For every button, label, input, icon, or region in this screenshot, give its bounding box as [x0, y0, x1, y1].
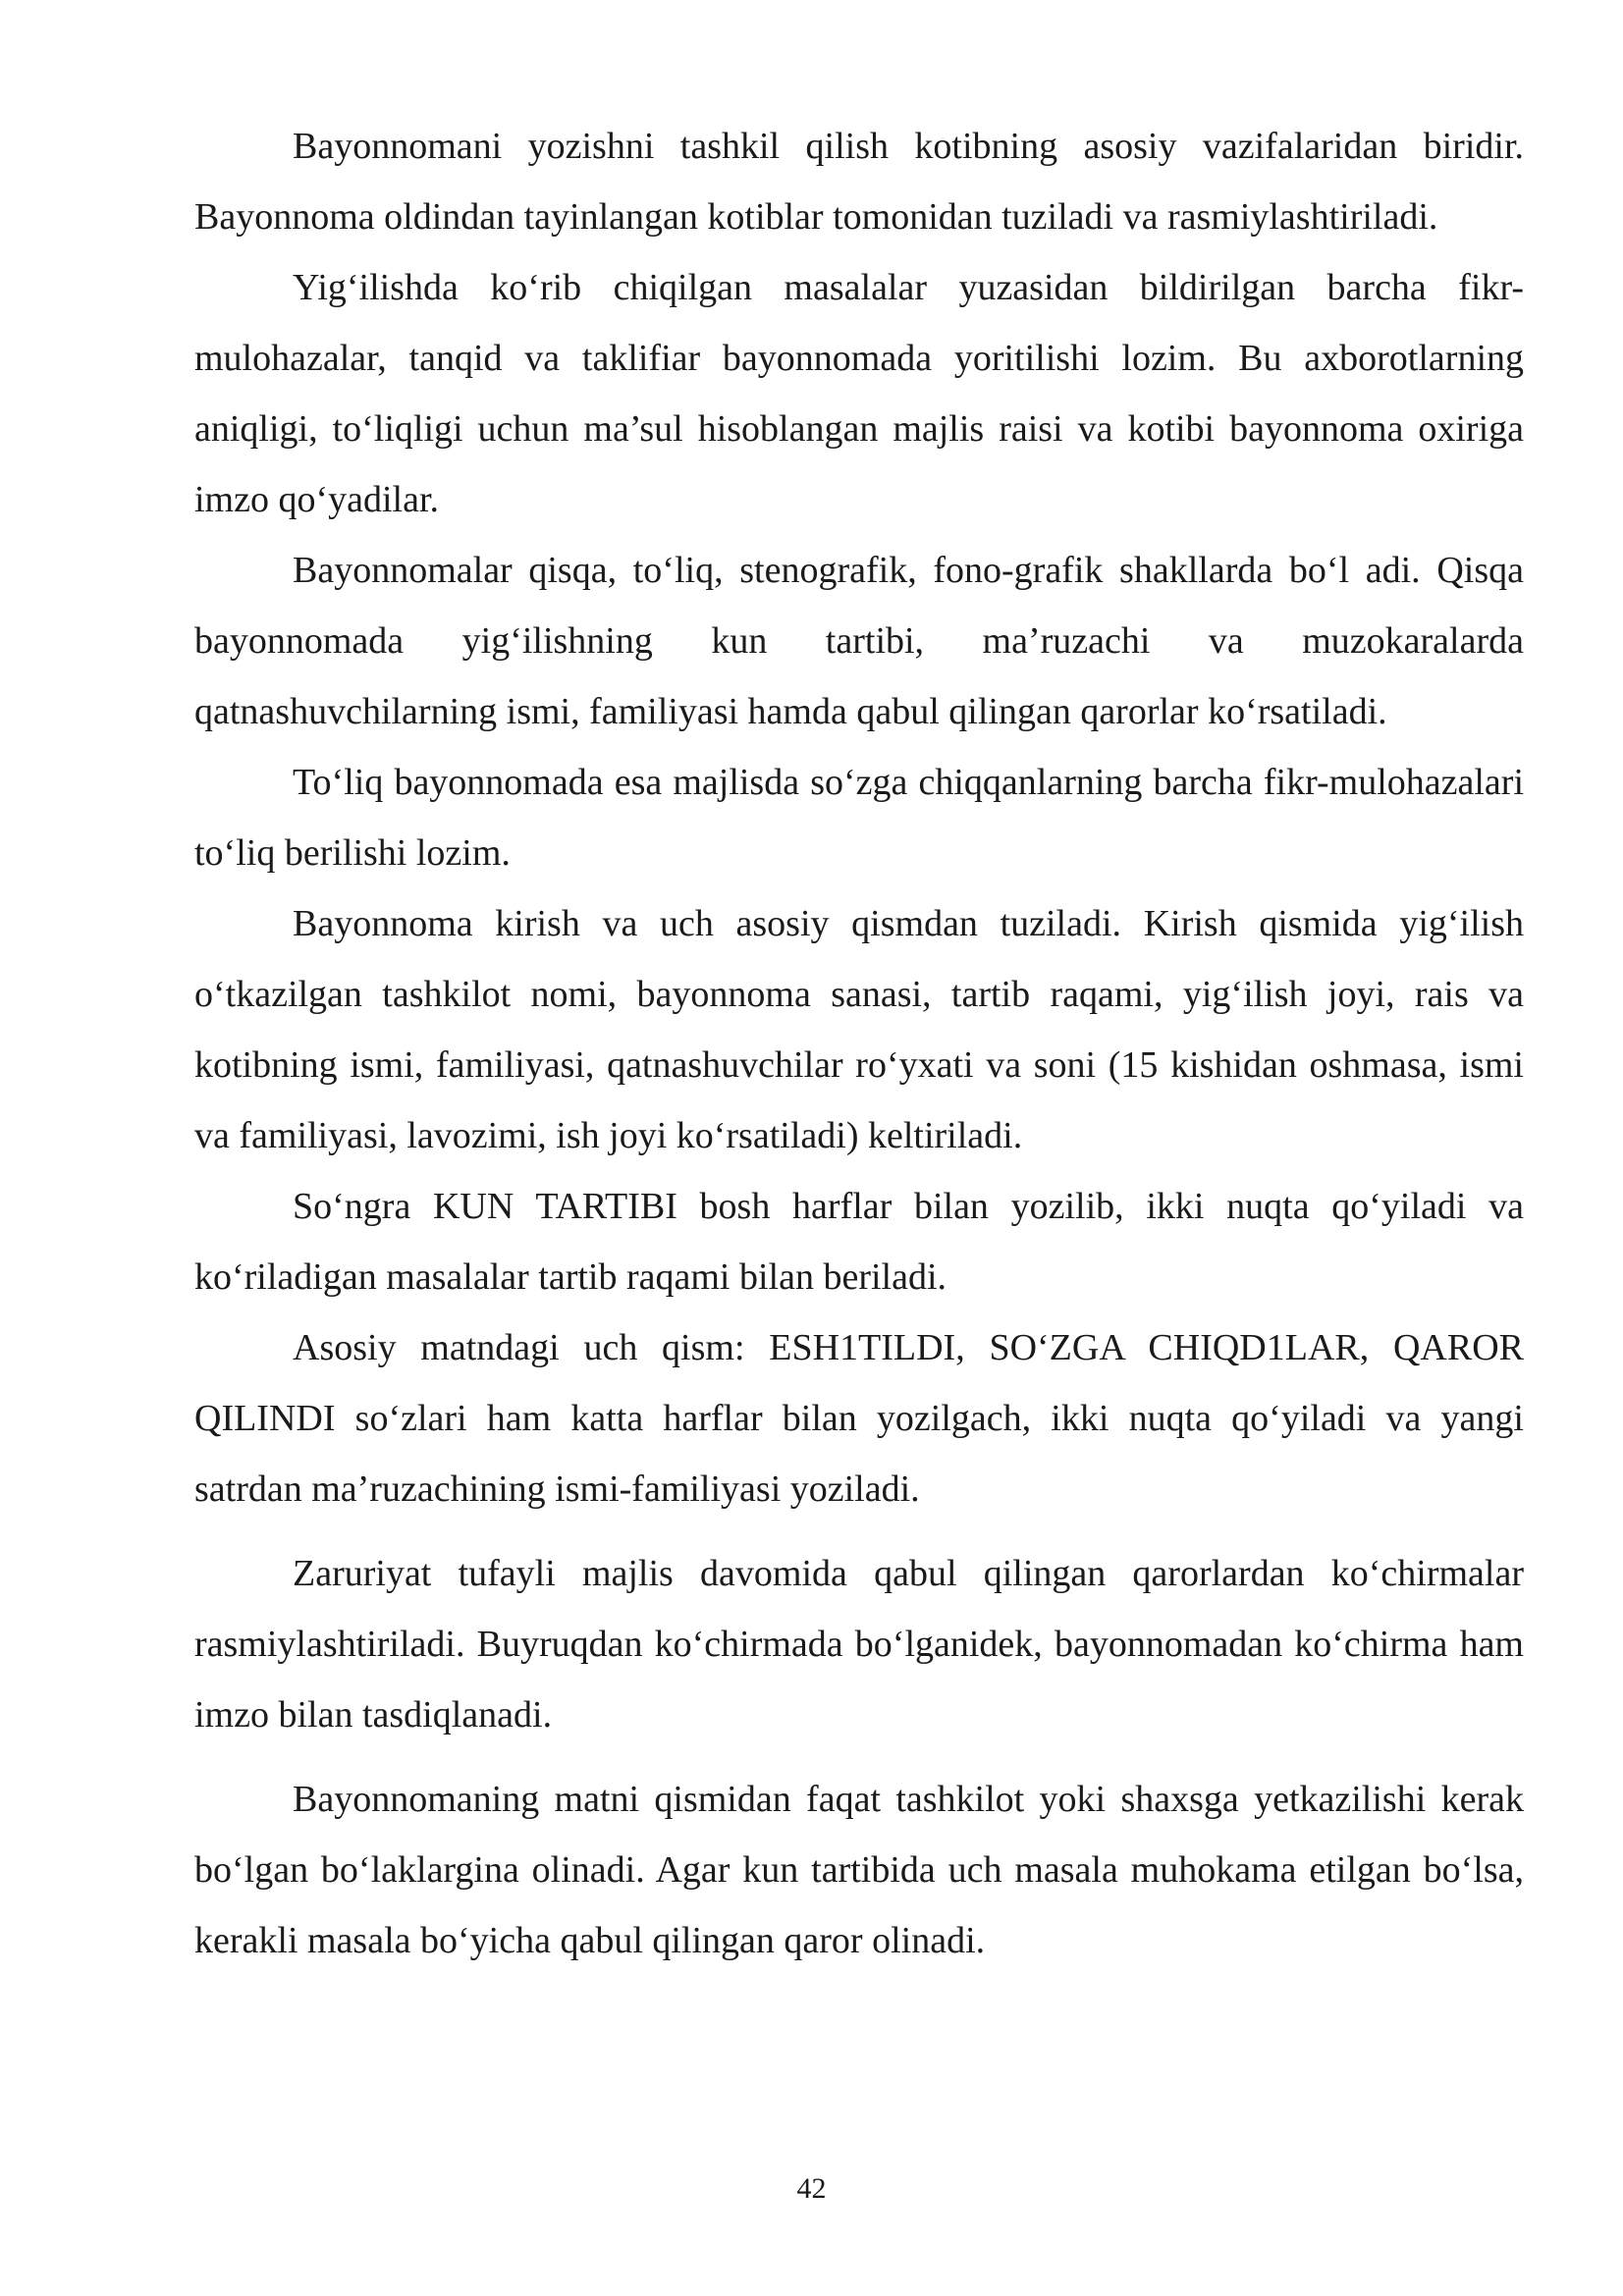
- page-number: 42: [796, 2172, 827, 2205]
- paragraph-2: Yig‘ilishda ko‘rib chiqilgan masalalar yuzasidan bildirilgan barcha fikr-mulohazalar, tanqid va taklifiar bayonnomada yoritilishi lozim. Bu axborotlarning aniqligi, to‘liqligi uchun ma’sul hisoblangan majlis raisi va kotibi bayonnoma oxiriga imzo qo‘yadilar.: [194, 267, 1524, 520]
- paragraph-7: Asosiy matndagi uch qism: ESH1TILDI, SO‘ZGA CHIQD1LAR, QAROR QILINDI so‘zlari ham katta harflar bilan yozilgach, ikki nuqta qo‘yiladi va yangi satrdan ma’ruzachining ismi-familiyasi yoziladi.: [194, 1327, 1524, 1510]
- paragraph-1: Bayonnomani yozishni tashkil qilish kotibning asosiy vazifalaridan biridir. Bayonnoma oldindan tayinlangan kotiblar tomonidan tuziladi va rasmiylashtiriladi.: [194, 126, 1524, 238]
- paragraph-3: Bayonnomalar qisqa, to‘liq, stenografik, fono-grafik shakllarda bo‘l adi. Qisqa bayonnomada yig‘ilishning kun tartibi, ma’ruzachi va muzokaralarda qatnashuvchilarning ismi, familiyasi hamda qabul qilingan qarorlar ko‘rsatiladi.: [194, 550, 1524, 732]
- paragraph-9: Bayonnomaning matni qismidan faqat tashkilot yoki shaxsga yetkazilishi kerak bo‘lgan bo‘laklargina olinadi. Agar kun tartibida uch masala muhokama etilgan bo‘lsa, kerakli masala bo‘yicha qabul qilingan qaror olinadi.: [194, 1779, 1524, 1961]
- paragraph-6: So‘ngra KUN TARTIBI bosh harflar bilan yozilib, ikki nuqta qo‘yiladi va ko‘riladigan masalalar tartib raqami bilan beriladi.: [194, 1186, 1524, 1298]
- paragraph-4: To‘liq bayonnomada esa majlisda so‘zga chiqqanlarning barcha fikr-mulohazalari to‘liq berilishi lozim.: [194, 762, 1524, 874]
- paragraph-8: Zaruriyat tufayli majlis davomida qabul qilingan qarorlardan ko‘chirmalar rasmiylashtiriladi. Buyruqdan ko‘chirmada bo‘lganidek, bayonnomadan ko‘chirma ham imzo bilan tasdiqlanadi.: [194, 1553, 1524, 1735]
- paragraph-5: Bayonnoma kirish va uch asosiy qismdan tuziladi. Kirish qismida yig‘ilish o‘tkazilgan tashkilot nomi, bayonnoma sanasi, tartib raqami, yig‘ilish joyi, rais va kotibning ismi, familiyasi, qatnashuvchilar ro‘yxati va soni (15 kishidan oshmasa, ismi va familiyasi, lavozimi, ish joyi ko‘rsatiladi) keltiriladi.: [194, 903, 1524, 1156]
- page-body: [194, 111, 1524, 1976]
